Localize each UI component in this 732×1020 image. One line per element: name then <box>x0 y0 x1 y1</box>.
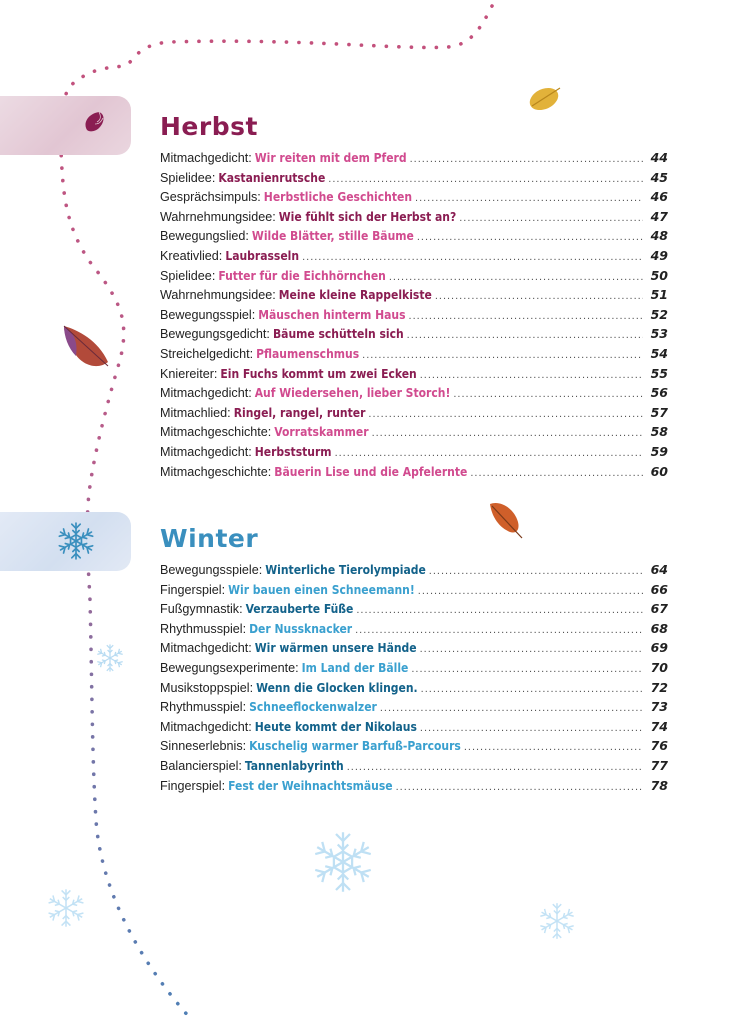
entry-category: Fingerspiel: <box>160 582 226 597</box>
entry-title: Wilde Blätter, stille Bäume <box>251 229 414 244</box>
toc-entry[interactable] <box>160 287 668 307</box>
entry-page: 66 <box>650 581 668 597</box>
entry-title: Bäume schütteln sich <box>272 327 404 342</box>
dot-leader <box>415 192 643 204</box>
dot-leader <box>420 369 643 381</box>
herbst-heading: Herbst <box>160 112 258 141</box>
entry-category: Mitmachgeschichte: <box>160 425 272 440</box>
entry-page: 59 <box>650 443 668 459</box>
entry-category: Fußgymnastik: <box>160 602 243 617</box>
entry-title: Ein Fuchs kommt um zwei Ecken <box>220 366 417 381</box>
toc-entry[interactable] <box>160 601 668 621</box>
entry-page: 70 <box>650 659 668 675</box>
entry-title: Pflaumenschmus <box>256 346 360 361</box>
entry-page: 45 <box>650 169 668 185</box>
winter-toc-list <box>160 562 668 797</box>
toc-entry[interactable] <box>160 307 668 327</box>
toc-entry[interactable] <box>160 366 668 386</box>
dot-leader <box>368 408 643 420</box>
entry-category: Rhythmusspiel: <box>160 700 247 715</box>
entry-title: Vorratskammer <box>274 425 369 440</box>
entry-title: Wir wärmen unsere Hände <box>254 641 417 656</box>
entry-category: Mitmachgedicht: <box>160 386 252 401</box>
entry-category: Mitmachlied: <box>160 405 231 420</box>
dot-leader <box>362 349 643 361</box>
toc-entry[interactable] <box>160 699 668 719</box>
entry-title: Der Nussknacker <box>249 621 353 636</box>
entry-title: Kuschelig warmer Barfuß-Parcours <box>249 739 461 754</box>
entry-category: Kniereiter: <box>160 366 218 381</box>
herbst-section-tab <box>0 96 131 155</box>
entry-page: 76 <box>650 738 668 754</box>
entry-category: Bewegungsexperimente: <box>160 660 299 675</box>
toc-entry[interactable] <box>160 621 668 641</box>
dot-leader <box>356 604 643 616</box>
entry-page: 64 <box>650 562 668 577</box>
entry-page: 68 <box>650 620 668 636</box>
toc-entry[interactable] <box>160 150 668 170</box>
entry-category: Mitmachgedicht: <box>160 444 252 459</box>
toc-entry[interactable] <box>160 738 668 758</box>
toc-entry[interactable] <box>160 228 668 248</box>
entry-page: 52 <box>650 306 668 322</box>
entry-category: Mitmachgedicht: <box>160 151 252 165</box>
winter-section-tab <box>0 512 131 571</box>
entry-title: Im Land der Bälle <box>301 660 409 675</box>
toc-entry[interactable] <box>160 640 668 660</box>
dot-leader <box>328 173 643 185</box>
entry-page: 73 <box>650 699 668 715</box>
entry-page: 74 <box>650 718 668 734</box>
dot-leader <box>421 683 643 695</box>
dot-leader <box>389 271 643 283</box>
entry-category: Wahrnehmungsidee: <box>160 288 276 303</box>
snowflake-icon <box>44 886 88 930</box>
entry-page: 58 <box>650 424 668 440</box>
toc-entry[interactable] <box>160 405 668 425</box>
entry-category: Rhythmusspiel: <box>160 621 247 636</box>
entry-page: 67 <box>650 601 668 617</box>
red-purple-leaf-icon <box>58 322 112 374</box>
entry-page: 51 <box>650 287 668 303</box>
toc-entry[interactable] <box>160 758 668 778</box>
toc-entry[interactable] <box>160 562 668 582</box>
entry-title: Mäuschen hinterm Haus <box>258 307 406 322</box>
dot-leader <box>411 663 643 675</box>
toc-entry[interactable] <box>160 660 668 680</box>
entry-title: Laubrasseln <box>225 248 300 263</box>
dot-leader <box>470 467 643 479</box>
entry-category: Fingerspiel: <box>160 778 226 793</box>
entry-title: Verzauberte Füße <box>245 602 354 617</box>
entry-title: Auf Wiedersehen, lieber Storch! <box>254 386 451 401</box>
entry-page: 55 <box>650 365 668 381</box>
entry-category: Sinneserlebnis: <box>160 739 247 754</box>
entry-title: Ringel, rangel, runter <box>233 405 366 420</box>
entry-title: Tannenlabyrinth <box>244 758 344 773</box>
entry-page: 77 <box>650 757 668 773</box>
dot-leader <box>459 212 643 224</box>
snowflake-icon <box>94 642 126 674</box>
entry-title: Herbstliche Geschichten <box>263 190 413 205</box>
toc-entry[interactable] <box>160 778 668 798</box>
dot-leader <box>435 290 643 302</box>
toc-entry[interactable] <box>160 268 668 288</box>
dot-leader <box>417 231 643 243</box>
snowflake-icon <box>55 520 97 562</box>
dot-leader <box>420 722 643 734</box>
entry-title: Futter für die Eichhörnchen <box>218 268 386 283</box>
entry-category: Wahrnehmungsidee: <box>160 209 276 224</box>
herbst-toc-list <box>160 150 668 483</box>
entry-page: 47 <box>650 208 668 224</box>
dot-leader <box>453 388 643 400</box>
winter-heading: Winter <box>160 524 259 553</box>
entry-page: 53 <box>650 326 668 342</box>
entry-category: Bewegungsspiel: <box>160 307 256 322</box>
dot-leader <box>418 585 643 597</box>
dot-leader <box>429 565 643 577</box>
dot-leader <box>420 643 643 655</box>
entry-title: Fest der Weihnachtsmäuse <box>228 778 393 793</box>
entry-page: 56 <box>650 385 668 401</box>
snowflake-icon <box>308 826 378 898</box>
entry-category: Spielidee: <box>160 268 216 283</box>
entry-category: Spielidee: <box>160 170 216 185</box>
entry-title: Wie fühlt sich der Herbst an? <box>278 209 457 224</box>
entry-category: Bewegungsspiele: <box>160 563 263 577</box>
dot-leader <box>407 329 643 341</box>
dot-leader <box>464 741 643 753</box>
dot-leader <box>409 310 643 322</box>
dot-leader <box>380 702 643 714</box>
snowflake-icon <box>536 900 578 942</box>
entry-category: Musikstoppspiel: <box>160 680 254 695</box>
toc-entry[interactable] <box>160 385 668 405</box>
entry-category: Bewegungsgedicht: <box>160 327 270 342</box>
dot-leader <box>396 781 643 793</box>
toc-entry[interactable] <box>160 680 668 700</box>
entry-category: Kreativlied: <box>160 248 223 263</box>
entry-category: Streichelgedicht: <box>160 346 254 361</box>
entry-title: Herbststurm <box>254 444 332 459</box>
yellow-leaf-icon <box>526 82 566 114</box>
entry-title: Kastanienrutsche <box>218 170 326 185</box>
entry-category: Balancierspiel: <box>160 758 242 773</box>
toc-entry[interactable] <box>160 444 668 464</box>
entry-category: Mitmachgedicht: <box>160 719 252 734</box>
entry-category: Gesprächsimpuls: <box>160 190 261 205</box>
entry-title: Schneeflockenwalzer <box>249 700 377 715</box>
entry-title: Meine kleine Rappelkiste <box>278 288 432 303</box>
dot-leader <box>335 447 643 459</box>
toc-entry[interactable] <box>160 719 668 739</box>
dot-leader <box>355 624 643 636</box>
dot-leader <box>410 153 643 165</box>
entry-category: Mitmachgedicht: <box>160 641 252 656</box>
entry-page: 72 <box>650 679 668 695</box>
entry-page: 48 <box>650 228 668 244</box>
toc-entry[interactable] <box>160 424 668 444</box>
toc-entry[interactable] <box>160 346 668 366</box>
orange-leaf-icon <box>486 498 528 542</box>
toc-entry[interactable] <box>160 582 668 602</box>
entry-page: 78 <box>650 777 668 793</box>
dot-leader <box>302 251 643 263</box>
entry-page: 46 <box>650 189 668 205</box>
entry-title: Bäuerin Lise und die Apfelernte <box>274 464 468 479</box>
toc-entry[interactable] <box>160 326 668 346</box>
dot-leader <box>347 761 643 773</box>
entry-page: 60 <box>650 463 668 479</box>
entry-page: 50 <box>650 267 668 283</box>
entry-page: 54 <box>650 345 668 361</box>
toc-entry[interactable] <box>160 189 668 209</box>
dot-leader <box>372 427 643 439</box>
entry-title: Wir reiten mit dem Pferd <box>254 151 407 165</box>
leaf-icon <box>75 108 109 142</box>
entry-title: Heute kommt der Nikolaus <box>254 719 417 734</box>
entry-page: 44 <box>650 150 668 165</box>
entry-page: 57 <box>650 404 668 420</box>
entry-page: 69 <box>650 640 668 656</box>
entry-title: Wenn die Glocken klingen. <box>256 680 418 695</box>
entry-category: Mitmachgeschichte: <box>160 464 272 479</box>
entry-title: Winterliche Tierolympiade <box>265 563 426 577</box>
toc-entry[interactable] <box>160 464 668 484</box>
entry-category: Bewegungslied: <box>160 229 249 244</box>
toc-entry[interactable] <box>160 248 668 268</box>
entry-page: 49 <box>650 247 668 263</box>
entry-title: Wir bauen einen Schneemann! <box>228 582 415 597</box>
toc-entry[interactable] <box>160 209 668 229</box>
toc-entry[interactable] <box>160 170 668 190</box>
